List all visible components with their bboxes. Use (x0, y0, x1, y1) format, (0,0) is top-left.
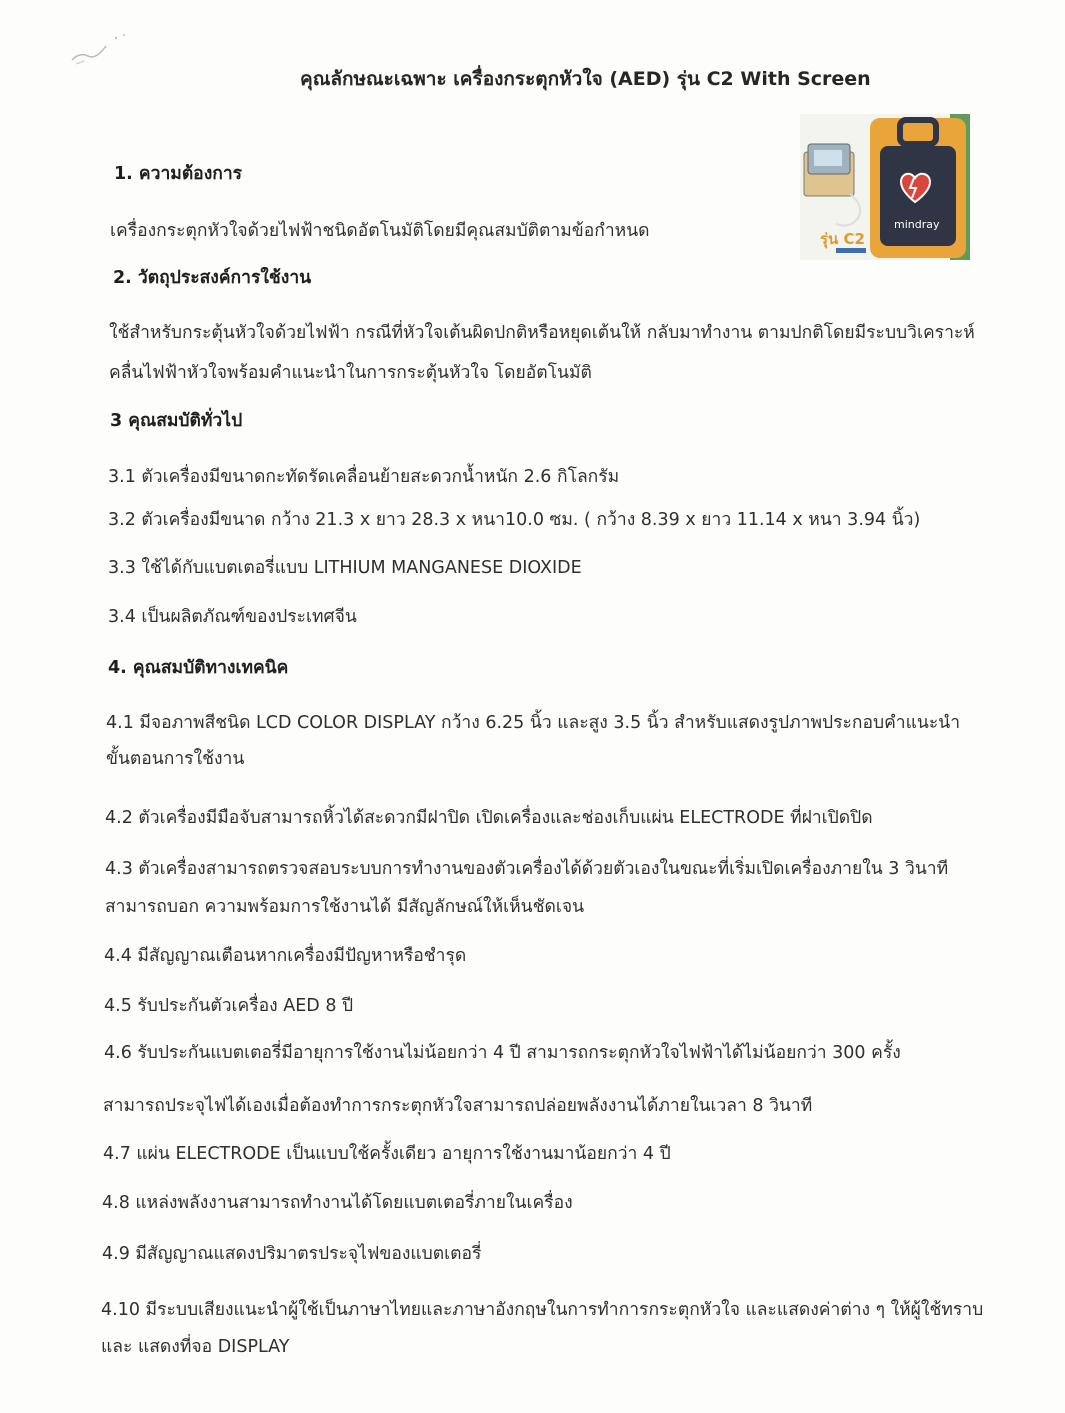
spec-4-4: 4.4 มีสัญญาณเตือนหากเครื่องมีปัญหาหรือชำรุด (104, 946, 467, 966)
section-2-heading: 2. วัตถุประสงค์การใช้งาน (113, 268, 312, 288)
document-title: คุณลักษณะเฉพาะ เครื่องกระตุกหัวใจ (AED) รุ่น C2 With Screen (300, 68, 871, 90)
spec-4-3: 4.3 ตัวเครื่องสามารถตรวจสอบระบบการทำงานของตัวเครื่องได้ด้วยตัวเองในขณะที่เริ่มเปิดเครื่องภายใน 3 วินาที (105, 859, 949, 879)
svg-text:รุ่น C2: รุ่น C2 (820, 230, 865, 248)
spec-4-7: 4.7 แผ่น ELECTRODE เป็นแบบใช้ครั้งเดียว อายุการใช้งานมาน้อยกว่า 4 ปี (103, 1144, 671, 1164)
section-2-paragraph-line-1: ใช้สำหรับกระตุ้นหัวใจด้วยไฟฟ้า กรณีที่หัวใจเต้นผิดปกติหรือหยุดเต้นให้ กลับมาทำงาน ตามปกติโดยมีระบบวิเคราะห์ (109, 323, 975, 343)
section-1-heading: 1. ความต้องการ (114, 164, 243, 184)
scan-smudge-mark (66, 30, 136, 70)
spec-4-2: 4.2 ตัวเครื่องมีมือจับสามารถหิ้วได้สะดวกมีฝาปิด เปิดเครื่องและช่องเก็บแผ่น ELECTRODE ที่ฝาเปิดปิด (105, 808, 873, 828)
spec-4-10-continued: และ แสดงที่จอ DISPLAY (101, 1337, 290, 1357)
spec-3-4: 3.4 เป็นผลิตภัณฑ์ของประเทศจีน (108, 607, 357, 627)
spec-4-3-continued: สามารถบอก ความพร้อมการใช้งานได้ มีสัญลักษณ์ให้เห็นชัดเจน (105, 897, 585, 917)
spec-4-10: 4.10 มีระบบเสียงแนะนำผู้ใช้เป็นภาษาไทยและภาษาอังกฤษในการทำการกระตุกหัวใจ และแสดงค่าต่าง ๆ ให้ผู้ใช้ทราบ (101, 1300, 984, 1320)
spec-3-3: 3.3 ใช้ได้กับแบตเตอรี่แบบ LITHIUM MANGANESE DIOXIDE (108, 558, 582, 578)
section-3-heading: 3 คุณสมบัติทั่วไป (110, 411, 243, 431)
spec-3-1: 3.1 ตัวเครื่องมีขนาดกะทัดรัดเคลื่อนย้ายสะดวกน้ำหนัก 2.6 กิโลกรัม (108, 467, 620, 487)
section-4-heading: 4. คุณสมบัติทางเทคนิค (108, 658, 289, 678)
svg-text:mindray: mindray (894, 218, 940, 231)
aed-product-photo (800, 114, 970, 260)
spec-4-9: 4.9 มีสัญญาณแสดงปริมาตรประจุไฟของแบตเตอรี่ (102, 1244, 482, 1264)
section-1-paragraph: เครื่องกระตุกหัวใจด้วยไฟฟ้าชนิดอัตโนมัติโดยมีคุณสมบัติตามข้อกำหนด (110, 221, 650, 241)
spec-4-6: 4.6 รับประกันแบตเตอรี่มีอายุการใช้งานไม่น้อยกว่า 4 ปี สามารถกระตุกหัวใจไฟฟ้าได้ไม่น้อยกว่า 300 ครั้ง (104, 1043, 901, 1063)
spec-4-5: 4.5 รับประกันตัวเครื่อง AED 8 ปี (104, 996, 354, 1016)
spec-4-1-continued: ขั้นตอนการใช้งาน (106, 749, 245, 769)
spec-4-6-continued: สามารถประจุไฟได้เองเมื่อต้องทำการกระตุกหัวใจสามารถปล่อยพลังงานได้ภายในเวลา 8 วินาที (103, 1096, 813, 1116)
section-2-paragraph-line-2: คลื่นไฟฟ้าหัวใจพร้อมคำแนะนำในการกระตุ้นหัวใจ โดยอัตโนมัติ (109, 363, 592, 383)
spec-3-2: 3.2 ตัวเครื่องมีขนาด กว้าง 21.3 x ยาว 28.3 x หนา10.0 ซม. ( กว้าง 8.39 x ยาว 11.14 x หนา 3.94 นิ้ว) (108, 510, 921, 530)
spec-4-1: 4.1 มีจอภาพสีชนิด LCD COLOR DISPLAY กว้าง 6.25 นิ้ว และสูง 3.5 นิ้ว สำหรับแสดงรูปภาพประกอบคำแนะนำ (106, 713, 961, 733)
spec-4-8: 4.8 แหล่งพลังงานสามารถทำงานได้โดยแบตเตอรี่ภายในเครื่อง (102, 1193, 573, 1213)
